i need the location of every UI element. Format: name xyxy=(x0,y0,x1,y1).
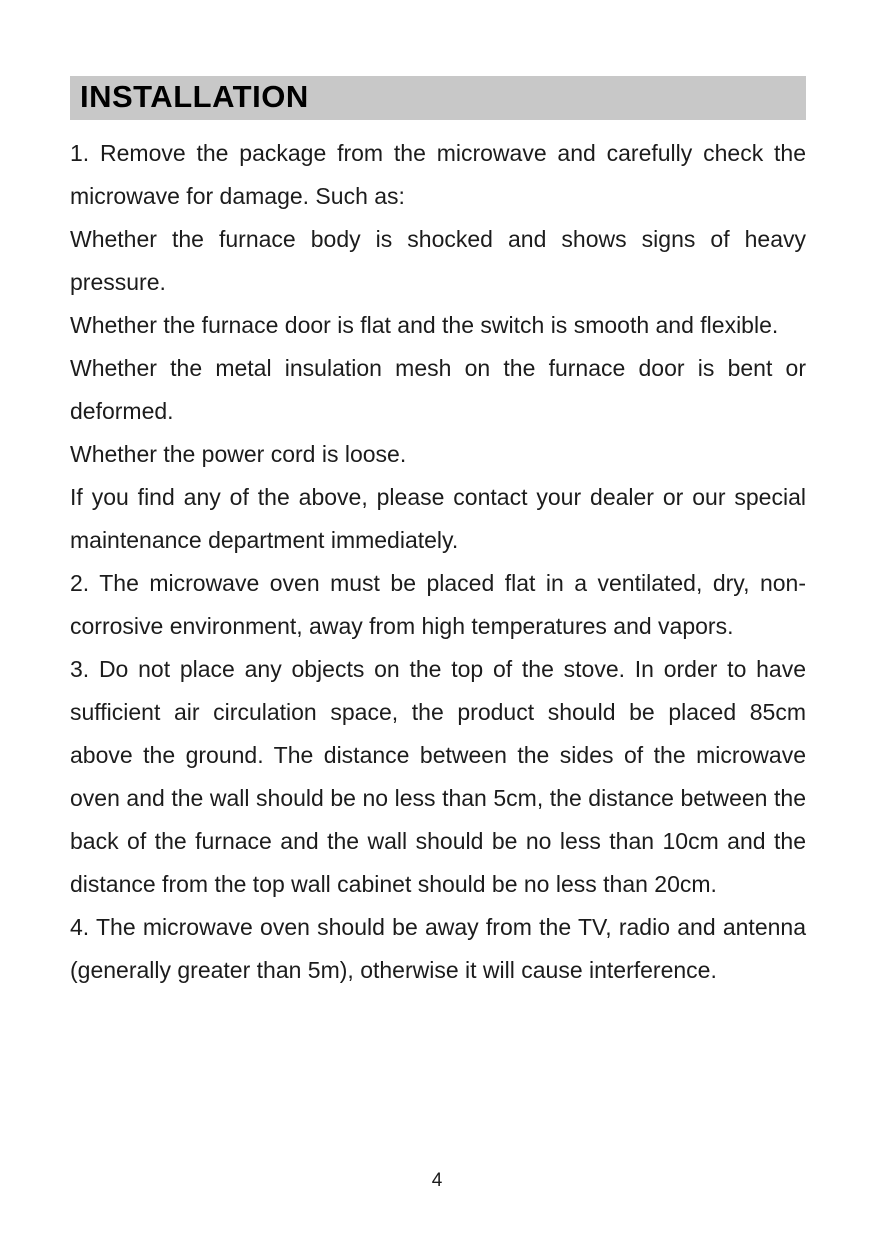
page-content xyxy=(70,76,806,992)
paragraph: 1. Remove the package from the microwave and carefully check the microwave for damage. Such as: xyxy=(70,139,806,209)
paragraph: Whether the metal insulation mesh on the furnace door is bent or deformed. xyxy=(70,354,806,424)
section-title: INSTALLATION xyxy=(70,76,806,120)
paragraph: 4. The microwave oven should be away from the TV, radio and antenna (generally greater than 5m), otherwise it will cause interference. xyxy=(70,913,806,983)
paragraph: 2. The microwave oven must be placed flat in a ventilated, dry, non-corrosive environment, away from high temperatures and vapors. xyxy=(70,569,806,639)
paragraph: Whether the furnace door is flat and the switch is smooth and flexible. xyxy=(70,311,779,338)
paragraph: Whether the power cord is loose. xyxy=(70,440,407,467)
body-text xyxy=(70,132,806,992)
paragraph: If you find any of the above, please contact your dealer or our special maintenance department immediately. xyxy=(70,483,806,553)
paragraph: Whether the furnace body is shocked and shows signs of heavy pressure. xyxy=(70,225,806,295)
paragraph: 3. Do not place any objects on the top of the stove. In order to have sufficient air circulation space, the product should be placed 85cm above the ground. The distance between the sides of the microwave oven and the wall should be no less than 5cm, the distance between the back of the furnace and the wall should be no less than 10cm and the distance from the top wall cabinet should be no less than 20cm. xyxy=(70,655,806,897)
page-number: 4 xyxy=(431,1170,443,1191)
